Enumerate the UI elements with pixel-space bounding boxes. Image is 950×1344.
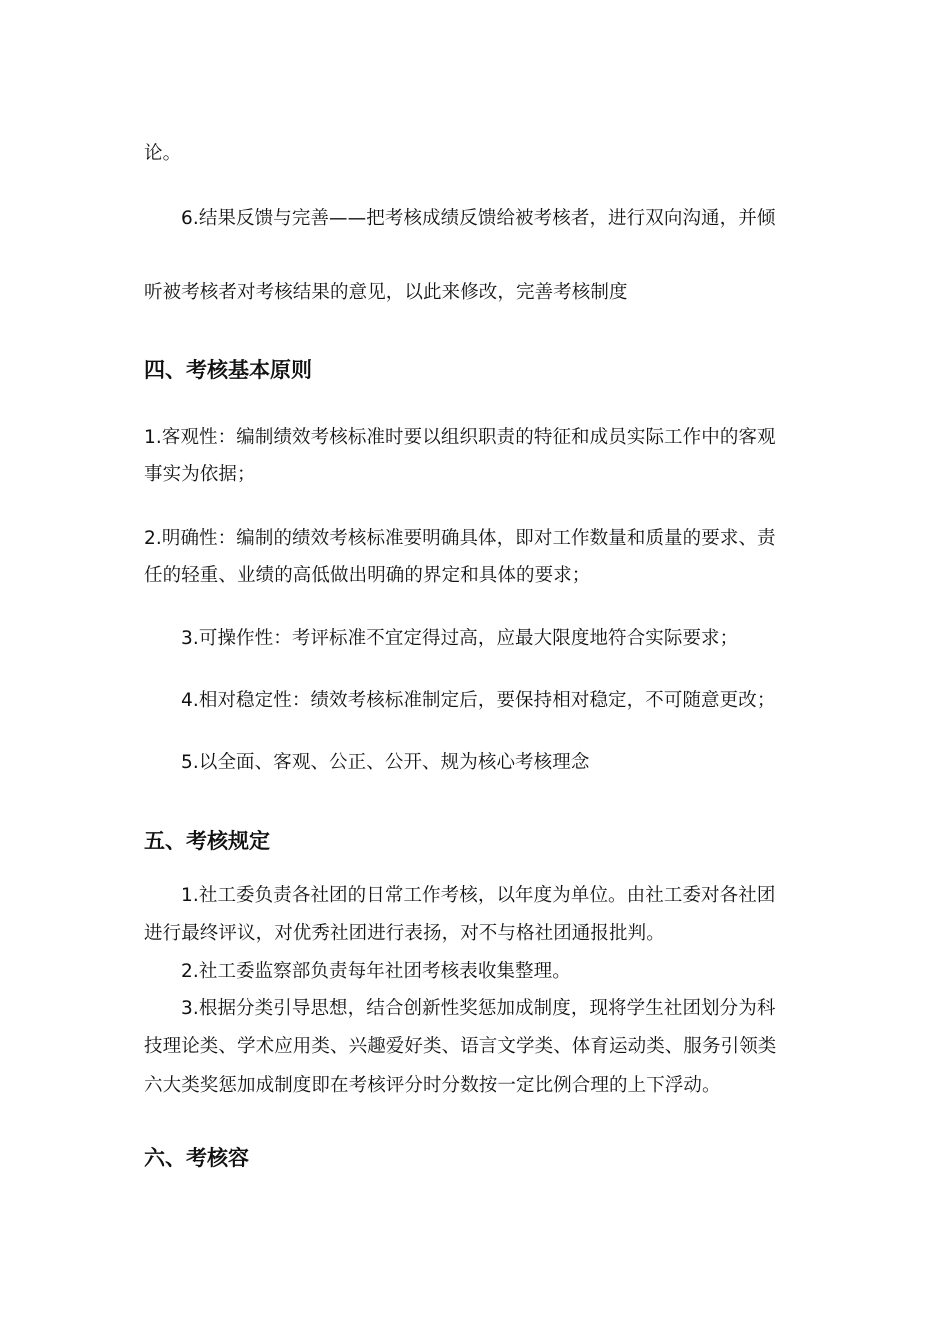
step6-line2: 听被考核者对考核结果的意见，以此来修改，完善考核制度 <box>144 282 628 303</box>
principle3: 3.可操作性：考评标准不宜定得过高，应最大限度地符合实际要求； <box>181 628 739 649</box>
rule3-line1: 3.根据分类引导思想，结合创新性奖惩加成制度，现将学生社团划分为科 <box>181 998 776 1019</box>
paragraph-continuation: 论。 <box>144 143 182 164</box>
rule1-line1: 1.社工委负责各社团的日常工作考核，以年度为单位。由社工委对各社团 <box>181 885 776 906</box>
rule3-line2: 技理论类、学术应用类、兴趣爱好类、语言文学类、体育运动类、服务引领类 <box>144 1036 777 1057</box>
principle2-line1: 2.明确性：编制的绩效考核标准要明确具体，即对工作数量和质量的要求、责 <box>144 528 776 549</box>
principle2-line2: 任的轻重、业绩的高低做出明确的界定和具体的要求； <box>144 565 591 586</box>
principle5: 5.以全面、客观、公正、公开、规为核心考核理念 <box>181 752 590 773</box>
rule1-line2: 进行最终评议，对优秀社团进行表扬，对不与格社团通报批判。 <box>144 923 665 944</box>
section5-heading: 五、考核规定 <box>144 829 270 853</box>
rule3-line3: 六大类奖惩加成制度即在考核评分时分数按一定比例合理的上下浮动。 <box>144 1075 721 1096</box>
step6-line1: 6.结果反馈与完善——把考核成绩反馈给被考核者，进行双向沟通，并倾 <box>181 208 776 229</box>
section4-heading: 四、考核基本原则 <box>144 358 312 382</box>
section6-heading: 六、考核容 <box>144 1146 249 1170</box>
principle1-line2: 事实为依据； <box>144 464 256 485</box>
principle4: 4.相对稳定性：绩效考核标准制定后，要保持相对稳定，不可随意更改； <box>181 690 776 711</box>
principle1-line1: 1.客观性：编制绩效考核标准时要以组织职责的特征和成员实际工作中的客观 <box>144 427 776 448</box>
rule2: 2.社工委监察部负责每年社团考核表收集整理。 <box>181 961 571 982</box>
